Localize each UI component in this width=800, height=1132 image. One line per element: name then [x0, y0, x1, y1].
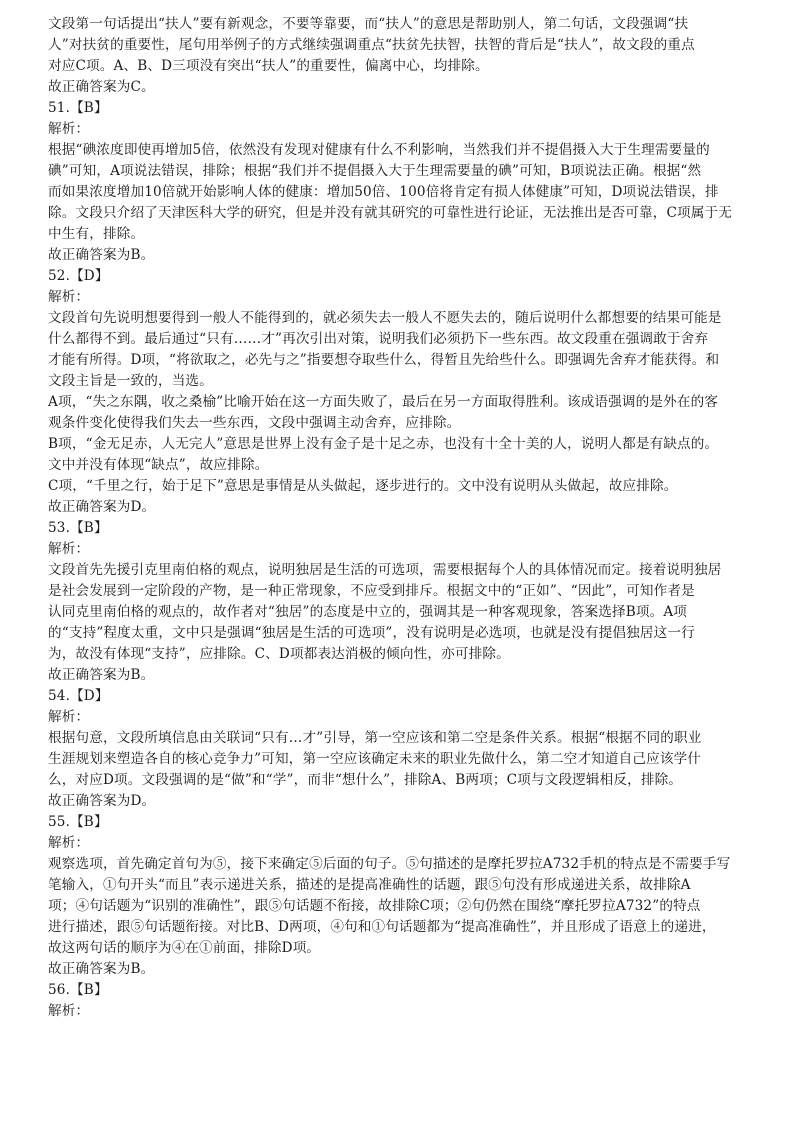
- text-line: 碘”可知，A项说法错误，排除；根据“我们并不提倡摄入大于生理需要量的碘”可知，B项说法正确。根据“然: [48, 163, 702, 179]
- text-line: 笔输入，①句开头“而且”表示递进关系，描述的是提高准确性的话题，跟⑤句没有形成递进关系，故排除A: [48, 877, 691, 893]
- analysis-label: 解析：: [48, 1003, 90, 1019]
- text-line: 是社会发展到一定阶段的产物，是一种正常现象，不应受到排斥。根据文中的“正如”、“因此”，可知作者是: [48, 583, 695, 599]
- text-line: 文段主旨是一致的，当选。: [48, 373, 213, 389]
- answer-explanations-page: [48, 14, 760, 1022]
- answer-line: 故正确答案为B。: [48, 667, 155, 683]
- answer-line: 故正确答案为D。: [48, 499, 156, 515]
- text-line: 除。文段只介绍了天津医科大学的研究，但是并没有就其研究的可靠性进行论证，无法推出是否可靠，C项属于无: [48, 205, 732, 221]
- text-line: 认同克里南伯格的观点的，故作者对“独居”的态度是中立的，强调其是一种客观现象，答案选择B项。A项: [48, 604, 688, 620]
- text-line: 的“支持”程度太重，文中只是强调“独居是生活的可选项”，没有说明是必选项，也就是没有提倡独居这一行: [48, 625, 695, 641]
- text-line: 观察选项，首先确定首句为⑤，接下来确定⑤后面的句子。⑤句描述的是摩托罗拉A732手机的特点是不需要手写: [48, 856, 731, 872]
- question-number: 55.【B】: [48, 814, 108, 830]
- text-line: 故正确答案为C。: [48, 79, 155, 95]
- analysis-label: 解析：: [48, 709, 90, 725]
- text-line: 观条件变化使得我们失去一些东西，文段中强调主动舍弃，应排除。: [48, 415, 461, 431]
- intro-paragraph: [48, 14, 760, 98]
- text-line: 对应C项。A、B、D三项没有突出“扶人”的重要性，偏离中心，均排除。: [48, 58, 489, 74]
- text-line: 而如果浓度增加10倍就开始影响人体的健康：增加50倍、100倍将肯定有损人体健康”可知，D项说法错误，排: [48, 184, 719, 200]
- text-line: 进行描述，跟⑤句话题衔接。对比B、D两项，④句和①句话题都为“提高准确性”，并且形成了语意上的递进，: [48, 919, 716, 935]
- question-51: [48, 98, 760, 266]
- text-line: 文中并没有体现“缺点”，故应排除。: [48, 457, 269, 473]
- question-55: [48, 812, 760, 980]
- question-52: [48, 266, 760, 518]
- question-number: 52.【D】: [48, 268, 109, 284]
- text-line: 么，对应D项。文段强调的是“做”和“学”，而非“想什么”，排除A、B两项；C项与文段逻辑相反，排除。: [48, 772, 683, 788]
- question-53: [48, 518, 760, 686]
- text-line: 项；④句话题为“识别的准确性”，跟⑤句话题不衔接，故排除C项；②句仍然在围绕“摩托罗拉A732”的特点: [48, 898, 701, 914]
- text-line: B项，“金无足赤，人无完人”意思是世界上没有金子是十足之赤，也没有十全十美的人，说明人都是有缺点的。: [48, 436, 719, 452]
- text-line: 什么都得不到。最后通过“只有……才”再次引出对策，说明我们必须扔下一些东西。故文段重在强调敢于舍弃: [48, 331, 709, 347]
- text-line: 为，故没有体现“支持”，应排除。C、D项都表达消极的倾向性，亦可排除。: [48, 646, 510, 662]
- text-line: 故这两句话的顺序为④在①前面，排除D项。: [48, 940, 321, 956]
- text-line: 生涯规划来塑造各自的核心竞争力”可知，第一空应该确定未来的职业先做什么，第二空才知道自己应该学什: [48, 751, 702, 767]
- text-line: 才能有所得。D项，“将欲取之，必先与之”指要想夺取些什么，得暂且先给些什么。即强调先舍弃才能获得。和: [48, 352, 720, 368]
- analysis-label: 解析：: [48, 541, 90, 557]
- text-line: 文段首先先援引克里南伯格的观点，说明独居是生活的可选项，需要根据每个人的具体情况而定。接着说明独居: [48, 562, 722, 578]
- question-number: 56.【B】: [48, 982, 108, 998]
- question-number: 51.【B】: [48, 100, 108, 116]
- text-line: 根据句意，文段所填信息由关联词“只有…才”引导，第一空应该和第二空是条件关系。根据“根据不同的职业: [48, 730, 702, 746]
- question-56: [48, 980, 760, 1022]
- answer-line: 故正确答案为B。: [48, 961, 155, 977]
- analysis-label: 解析：: [48, 289, 90, 305]
- question-number: 54.【D】: [48, 688, 109, 704]
- text-line: C项，“千里之行，始于足下”意思是事情是从头做起，逐步进行的。文中没有说明从头做起，故应排除。: [48, 478, 678, 494]
- answer-line: 故正确答案为B。: [48, 247, 155, 263]
- text-line: 人”对扶贫的重要性，尾句用举例子的方式继续强调重点“扶贫先扶智，扶智的背后是“扶人”，故文段的重点: [48, 37, 695, 53]
- text-line: 根据“碘浓度即使再增加5倍，依然没有发现对健康有什么不利影响，当然我们并不提倡摄入大于生理需要量的: [48, 142, 710, 158]
- analysis-label: 解析：: [48, 835, 90, 851]
- answer-line: 故正确答案为D。: [48, 793, 156, 809]
- question-54: [48, 686, 760, 812]
- question-number: 53.【B】: [48, 520, 108, 536]
- text-line: 中生有，排除。: [48, 226, 145, 242]
- text-line: 文段首句先说明想要得到一般人不能得到的，就必须失去一般人不愿失去的，随后说明什么都想要的结果可能是: [48, 310, 722, 326]
- text-line: A项，“失之东隅，收之桑榆”比喻开始在这一方面失败了，最后在另一方面取得胜利。该成语强调的是外在的客: [48, 394, 719, 410]
- analysis-label: 解析：: [48, 121, 90, 137]
- text-line: 文段第一句话提出“扶人”要有新观念，不要等靠要，而“扶人”的意思是帮助别人，第二句话，文段强调“扶: [48, 16, 689, 32]
